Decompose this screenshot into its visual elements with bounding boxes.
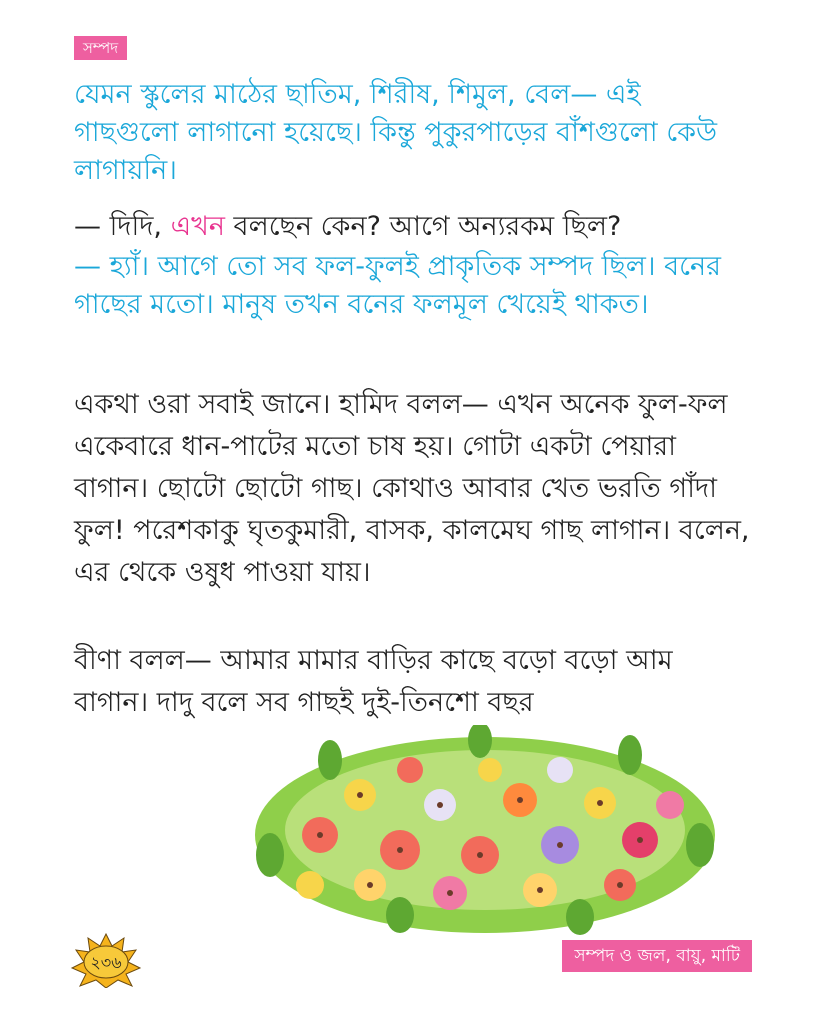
page-number-badge	[70, 932, 142, 988]
chapter-title-tag: সম্পদ ও জল, বায়ু, মাটি	[562, 940, 752, 972]
paragraph-3: — হ্যাঁ। আগে তো সব ফল-ফুলই প্রাকৃতিক সম্পদ ছিল। বনের গাছের মতো। মানুষ তখন বনের ফলমূল খেয়েই থাকত।	[74, 251, 721, 320]
paragraph-4: একথা ওরা সবাই জানে। হামিদ বলল— এখন অনেক ফুল-ফল একেবারে ধান-পাটের মতো চাষ হয়। গোটা একটা পেয়ারা বাগান। ছোটো ছোটো গাছ। কোথাও আবার খেত ভরতি গাঁদা ফুল! পরেশকাকু ঘৃতকুমারী, বাসক, কালমেঘ গাছ লাগান। বলেন, এর থেকে ওষুধ পাওয়া যায়।	[74, 389, 750, 588]
page-number: ২৩৬	[90, 953, 122, 972]
paragraph-5: বীণা বলল— আমার মামার বাড়ির কাছে বড়ো বড়ো আম বাগান। দাদু বলে সব গাছই দুই-তিনশো বছর	[74, 645, 673, 718]
paragraph-2-prefix: — দিদি,	[74, 211, 171, 242]
highlight-word: এখন	[170, 211, 225, 242]
flower-bed-illustration	[250, 725, 720, 935]
paragraph-1: যেমন স্কুলের মাঠের ছাতিম, শিরীষ, শিমুল, বেল— এই গাছগুলো লাগানো হয়েছে। কিন্তু পুকুরপাড়ের বাঁশগুলো কেউ লাগায়নি।	[74, 79, 718, 186]
paragraph-2	[74, 208, 750, 246]
paragraph-2-suffix: বলছেন কেন? আগে অন্যরকম ছিল?	[224, 211, 622, 242]
chapter-tag: সম্পদ	[74, 36, 127, 60]
